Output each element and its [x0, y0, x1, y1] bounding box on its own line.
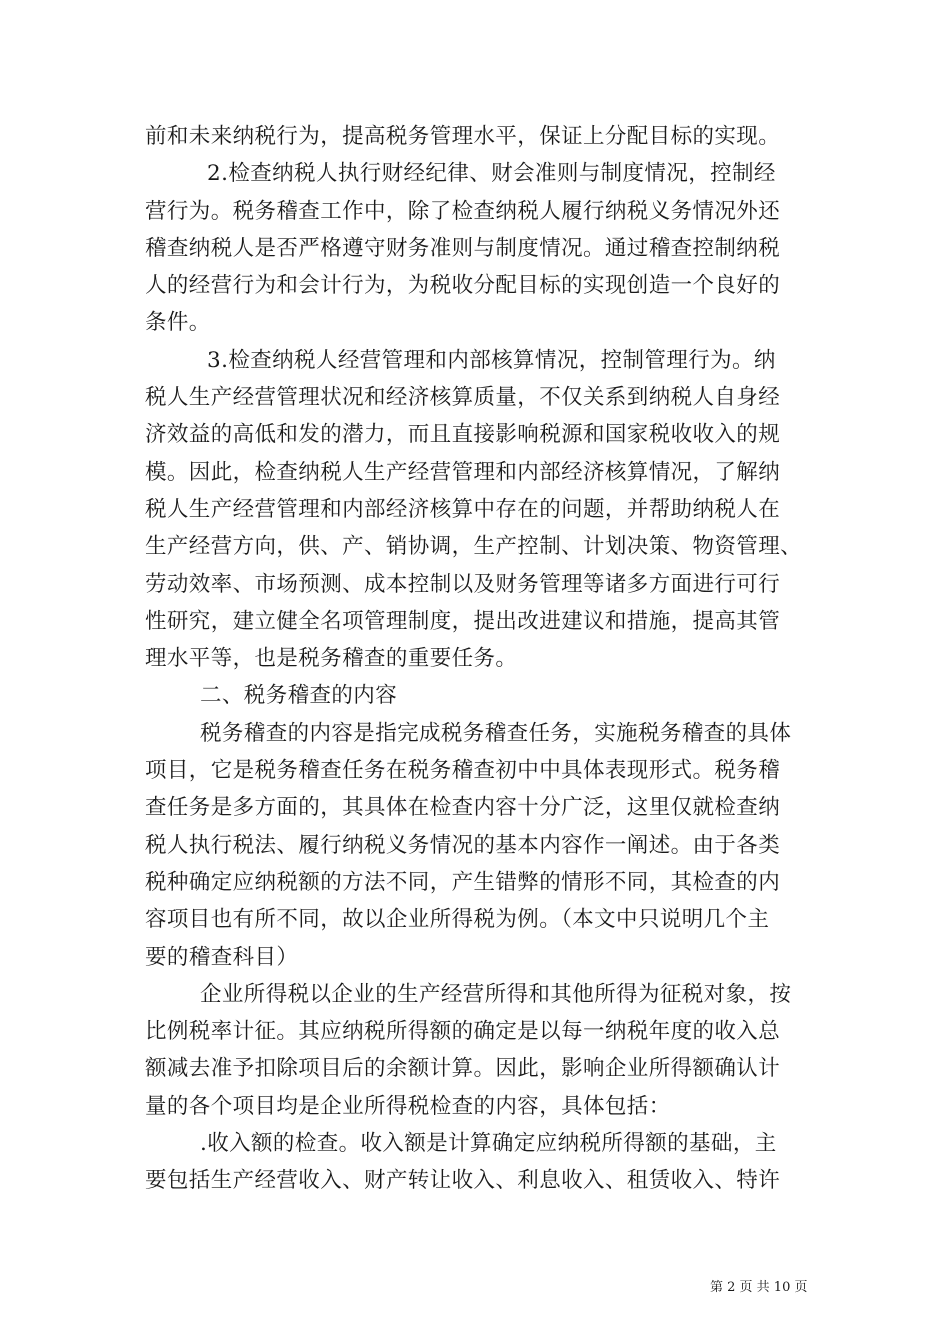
text-line: 稽查纳税人是否严格遵守财务准则与制度情况。通过稽查控制纳税 [145, 235, 781, 261]
text-line: 项目，它是税务稽查任务在税务稽查初中中具体表现形式。税务稽 [145, 758, 781, 784]
text-line: 税务稽查的内容是指完成税务稽查任务，实施税务稽查的具体 [200, 720, 792, 746]
text-line: 税人生产经营管理和内部经济核算中存在的问题，并帮助纳税人在 [145, 496, 781, 522]
text-line: 比例税率计征。其应纳税所得额的确定是以每一纳税年度的收入总 [145, 1019, 781, 1045]
text-line: 要的稽查科目） [145, 944, 299, 970]
text-line: 人的经营行为和会计行为，为税收分配目标的实现创造一个良好的 [145, 273, 781, 299]
text-line: 容项目也有所不同，故以企业所得税为例。（本文中只说明几个主 [145, 907, 770, 933]
text-line: 2.检查纳税人执行财经纪律、财会准则与制度情况，控制经 [207, 161, 776, 187]
text-line: 税种确定应纳税额的方法不同，产生错弊的情形不同，其检查的内 [145, 869, 781, 895]
text-line: 性研究，建立健全名项管理制度，提出改进建议和措施，提高其管 [145, 608, 781, 634]
text-line: 税人生产经营管理状况和经济核算质量，不仅关系到纳税人自身经 [145, 385, 781, 411]
text-line: 济效益的高低和发的潜力，而且直接影响税源和国家税收收入的规 [145, 422, 781, 448]
text-line: 额减去准予扣除项目后的余额计算。因此，影响企业所得额确认计 [145, 1056, 781, 1082]
text-line: 企业所得税以企业的生产经营所得和其他所得为征税对象，按 [200, 981, 792, 1007]
text-line: 税人执行税法、履行纳税义务情况的基本内容作一阐述。由于各类 [145, 832, 781, 858]
document-body [145, 118, 815, 1200]
text-line: 生产经营方向，供、产、销协调，生产控制、计划决策、物资管理、 [145, 534, 803, 560]
text-line: 二、税务稽查的内容 [200, 683, 398, 709]
text-line: 营行为。税务稽查工作中，除了检查纳税人履行纳税义务情况外还 [145, 198, 781, 224]
text-line: 理水平等，也是税务稽查的重要任务。 [145, 646, 518, 672]
text-line: .收入额的检查。收入额是计算确定应纳税所得额的基础，主 [200, 1131, 777, 1157]
text-line: 3.检查纳税人经营管理和内部核算情况，控制管理行为。纳 [207, 347, 776, 373]
text-line: 量的各个项目均是企业所得税检查的内容，具体包括： [145, 1093, 671, 1119]
text-line: 条件。 [145, 310, 211, 336]
text-line: 查任务是多方面的，其具体在检查内容十分广泛，这里仅就检查纳 [145, 795, 781, 821]
text-line: 要包括生产经营收入、财产转让收入、利息收入、租赁收入、特许 [145, 1168, 781, 1194]
text-line: 模。因此，检查纳税人生产经营管理和内部经济核算情况，了解纳 [145, 459, 781, 485]
page-number-footer: 第 2 页 共 10 页 [710, 1280, 808, 1295]
text-line: 前和未来纳税行为，提高税务管理水平，保证上分配目标的实现。 [145, 124, 781, 149]
text-line: 劳动效率、市场预测、成本控制以及财务管理等诸多方面进行可行 [145, 571, 781, 597]
